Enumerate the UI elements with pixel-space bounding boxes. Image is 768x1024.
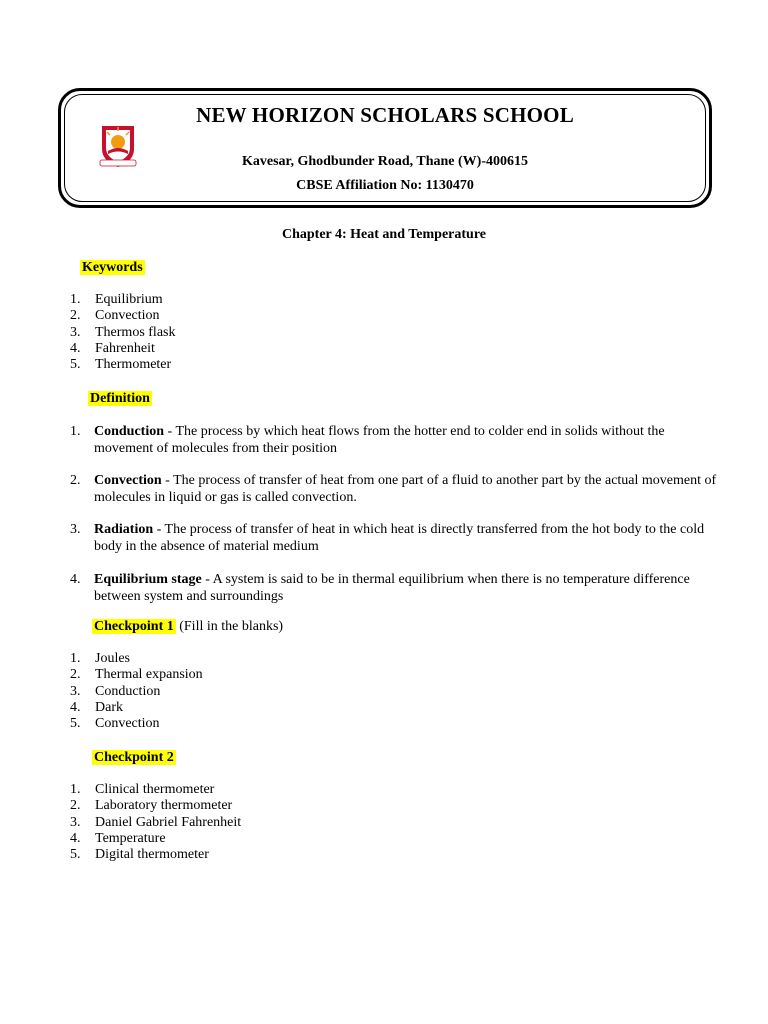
definition-text: - The process of transfer of heat from one part of a fluid to another part by the actual movement of molecules in liquid or gas is called convection. [94,473,717,505]
list-item: 2. Laboratory thermometer [70,798,233,814]
list-item: 1. Clinical thermometer [70,782,215,797]
answer-text: Conduction [95,683,161,699]
checkpoint2-list [70,782,241,863]
list-item: 3. Thermos flask [70,324,176,340]
school-address: Kavesar, Ghodbunder Road, Thane (W)-400615 [241,154,528,169]
definition-term: Radiation [94,522,154,537]
list-item: 4. Fahrenheit [70,340,155,356]
list-item: 2. Thermal expansion [70,667,203,683]
keywords-heading [80,260,145,276]
definition-text: - The process by which heat flows from the hotter end to colder end in solids without the movement of molecules from their position [94,424,665,456]
cbse-affiliation: CBSE Affiliation No: 1130470 [296,178,474,193]
keyword-text: Fahrenheit [95,340,155,356]
keyword-text: Thermometer [95,357,172,373]
definition-text: - A system is said to be in thermal equilibrium when there is no temperature difference between system and surroundings [94,572,690,604]
list-item: 3. Conduction [70,683,161,699]
keywords-list [70,292,175,373]
answer-text: Dark [95,699,123,715]
checkpoint1-list [70,651,203,732]
list-item: 5. Convection [70,716,160,732]
answer-text: Convection [95,716,160,732]
keyword-text: Thermos flask [95,324,176,340]
answer-text: Laboratory thermometer [95,798,233,814]
definition-item: 4. Equilibrium stage - A system is said to be in thermal equilibrium when there is no temperature difference between system and surroundings [70,572,690,604]
definition-label: Definition [90,391,150,406]
definition-term: Convection [94,473,162,488]
checkpoint2-heading [92,750,176,766]
school-crest-icon [96,123,140,169]
checkpoint1-heading [92,619,283,635]
answer-text: Temperature [95,830,166,846]
keywords-label: Keywords [82,260,143,275]
answer-text: Thermal expansion [95,667,203,683]
checkpoint2-label: Checkpoint 2 [94,750,174,765]
list-item: 3. Daniel Gabriel Fahrenheit [70,814,242,830]
list-item: 1. Joules [70,651,130,666]
list-item: 5. Digital thermometer [70,847,209,863]
keyword-text: Convection [95,308,160,324]
definition-item: 2. Convection - The process of transfer of heat from one part of a fluid to another part by the actual movement of molecules in liquid or gas is called convection. [70,473,717,505]
checkpoint1-note: (Fill in the blanks) [175,619,284,634]
answer-text: Daniel Gabriel Fahrenheit [95,814,242,830]
definition-item: 3. Radiation - The process of transfer of heat in which heat is directly transferred from the hot body to the cold body in the absence of material medium [70,522,705,554]
definition-item: 1. Conduction - The process by which heat flows from the hotter end to colder end in solids without the movement of molecules from their position [70,424,665,456]
list-item: 1. Equilibrium [70,292,163,307]
answer-text: Digital thermometer [95,847,209,863]
keyword-text: Equilibrium [95,292,163,307]
list-item: 5. Thermometer [70,357,172,373]
checkpoint1-label: Checkpoint 1 [94,619,174,634]
school-name: NEW HORIZON SCHOLARS SCHOOL [196,103,574,127]
answer-text: Joules [95,651,130,666]
list-item: 2. Convection [70,308,160,324]
list-item: 4. Temperature [70,830,166,846]
school-header [58,88,712,208]
chapter-title: Chapter 4: Heat and Temperature [281,227,487,242]
definition-heading [88,391,152,407]
definition-term: Equilibrium stage [94,572,202,587]
definition-text: - The process of transfer of heat in which heat is directly transferred from the hot body to the cold body in the absence of material medium [94,522,705,554]
list-item: 4. Dark [70,699,123,715]
definition-term: Conduction [94,424,165,439]
answer-text: Clinical thermometer [95,782,215,797]
